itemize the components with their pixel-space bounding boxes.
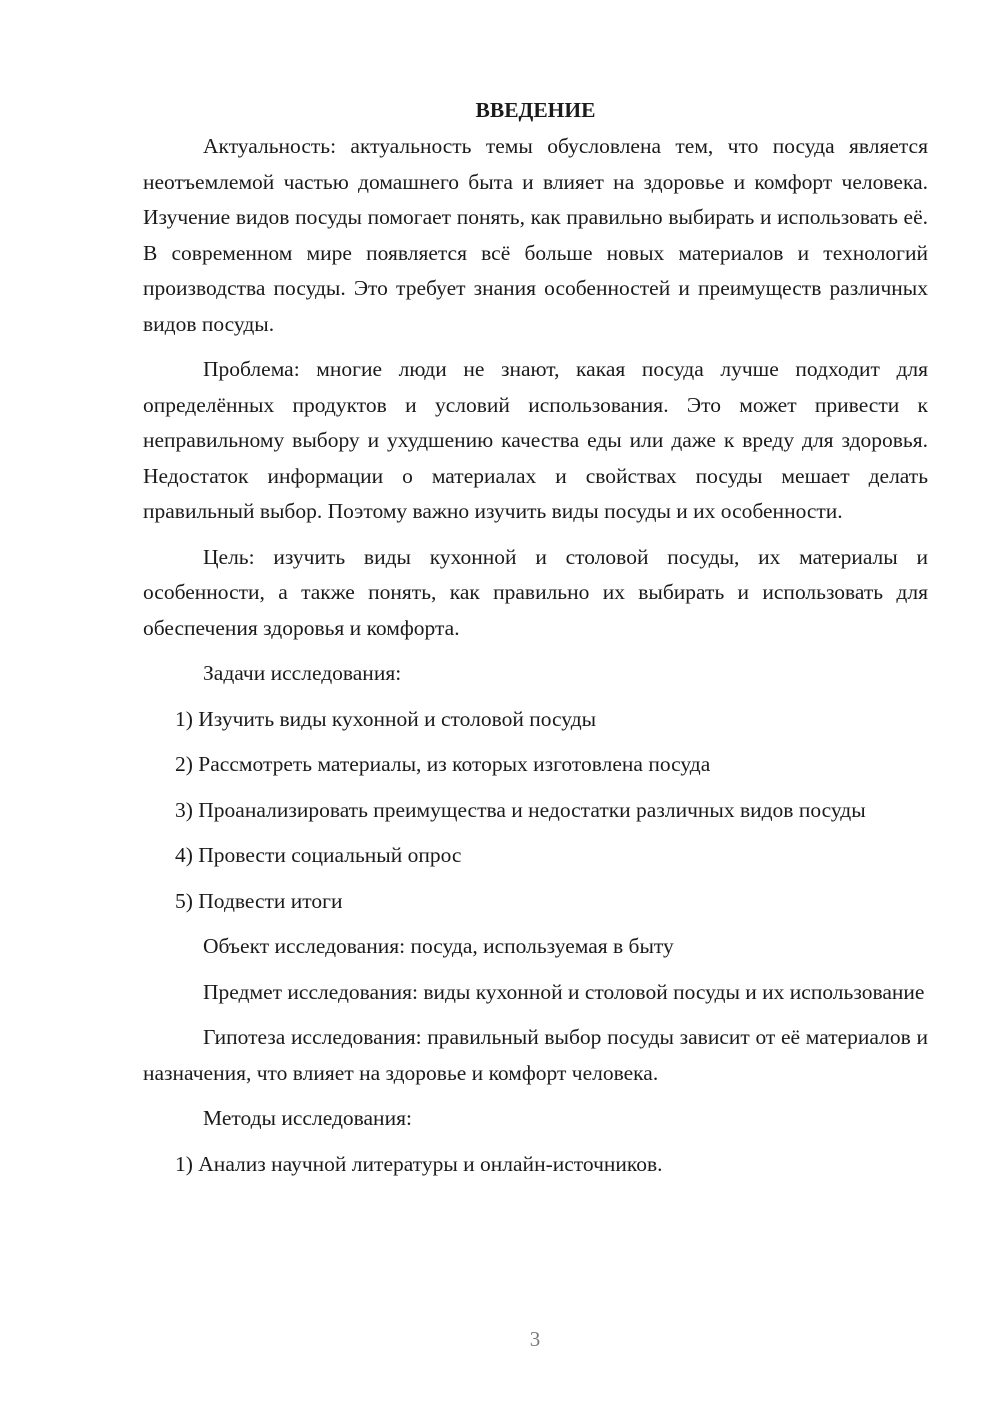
task-item: 4) Провести социальный опрос (175, 843, 462, 867)
paragraph-subject: Предмет исследования: виды кухонной и столовой посуды и их использование (203, 979, 925, 1004)
task-item: 2) Рассмотреть материалы, из которых изготовлена посуда (175, 752, 711, 776)
paragraph-problem: Проблема: многие люди не знают, какая посуда лучше подходит для определённых продуктов и условий использования. Это может привести к неправильному выбору и ухудшению качества еды или даже к вреду для здоровья. Недостаток информации о материалах и свойствах посуды мешает делать правильный выбор. Поэтому важно изучить виды посуды и их особенности. (143, 357, 928, 523)
tasks-heading: Задачи исследования: (203, 661, 402, 685)
task-item: 1) Изучить виды кухонной и столовой посуды (175, 706, 597, 731)
paragraph-relevance: Актуальность: актуальность темы обусловлена тем, что посуда является неотъемлемой частью домашнего быта и влияет на здоровье и комфорт человека. Изучение видов посуды помогает понять, как правильно выбирать и использовать её. В современном мире появляется всё больше новых материалов и технологий производства посуды. Это требует знания особенностей и преимуществ различных видов посуды. (143, 134, 928, 336)
task-item: 5) Подвести итоги (175, 888, 343, 913)
methods-list (143, 1147, 928, 1183)
page-content (143, 93, 928, 1192)
paragraph-object: Объект исследования: посуда, используемая в быту (203, 934, 674, 958)
task-item: 3) Проанализировать преимущества и недостатки различных видов посуды (175, 797, 866, 822)
section-title: ВВЕДЕНИЕ (475, 98, 596, 122)
tasks-list (143, 702, 928, 920)
method-item: 1) Анализ научной литературы и онлайн-источников. (175, 1151, 663, 1176)
paragraph-hypothesis: Гипотеза исследования: правильный выбор посуды зависит от её материалов и назначения, что влияет на здоровье и комфорт человека. (143, 1025, 928, 1085)
page-number: 3 (529, 1327, 541, 1351)
methods-heading: Методы исследования: (203, 1106, 412, 1130)
paragraph-goal: Цель: изучить виды кухонной и столовой посуды, их материалы и особенности, а также понять, как правильно их выбирать и использовать для обеспечения здоровья и комфорта. (143, 544, 928, 640)
